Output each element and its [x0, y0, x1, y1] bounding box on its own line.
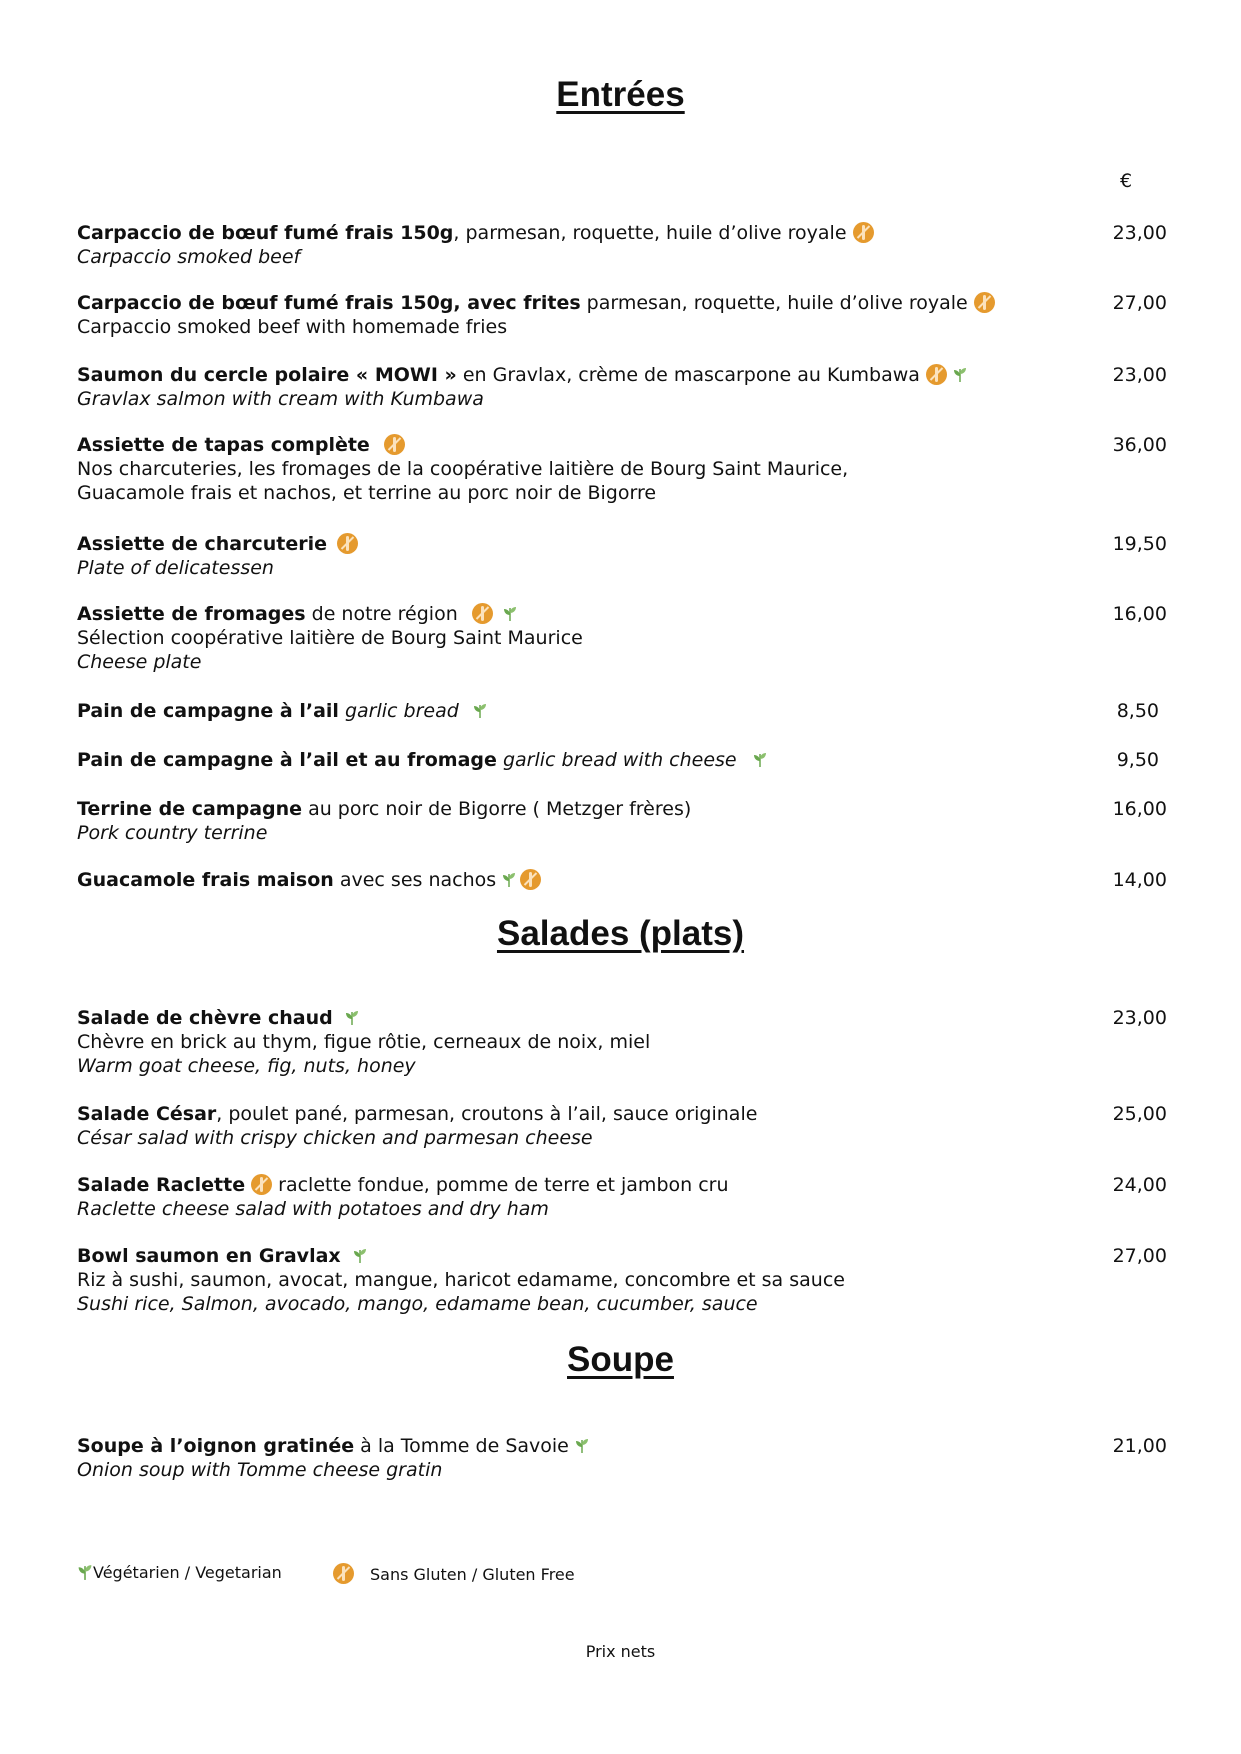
menu-item [77, 291, 1167, 339]
item-name: Pain de campagne à l’ail [77, 700, 339, 722]
item-english: Warm goat cheese, fig, nuts, honey [77, 1055, 416, 1077]
gluten-free-icon [520, 869, 541, 890]
menu-item [77, 748, 1167, 772]
item-price: 23,00 [1112, 222, 1167, 244]
item-name: Salade Raclette [77, 1174, 246, 1196]
vegetarian-icon [575, 1438, 589, 1454]
item-price: 21,00 [1112, 1435, 1167, 1457]
item-desc: parmesan, roquette, huile d’olive royale [580, 292, 968, 314]
item-english: Raclette cheese salad with potatoes and dry ham [77, 1198, 549, 1220]
menu-item [77, 1006, 1167, 1078]
item-price: 23,00 [1112, 364, 1167, 386]
item-description-line: Guacamole frais et nachos, et terrine au porc noir de Bigorre [77, 482, 657, 504]
item-desc: en Gravlax, crème de mascarpone au Kumbawa [456, 364, 920, 386]
item-description-line: Chèvre en brick au thym, figue rôtie, cerneaux de noix, miel [77, 1031, 651, 1053]
item-english: garlic bread with cheese [496, 749, 737, 771]
item-name: Salade César [77, 1103, 217, 1125]
legend-gluten-free: Sans Gluten / Gluten Free [370, 1565, 575, 1584]
item-desc: , parmesan, roquette, huile d’olive royale [453, 222, 847, 244]
item-description-line: Nos charcuteries, les fromages de la coopérative laitière de Bourg Saint Maurice, [77, 458, 849, 480]
gluten-free-icon [333, 1563, 354, 1584]
item-english: Carpaccio smoked beef with homemade fries [77, 316, 508, 338]
item-name: Terrine de campagne [77, 798, 303, 820]
vegetarian-icon [753, 752, 767, 768]
item-price: 27,00 [1112, 1245, 1167, 1267]
item-price: 14,00 [1112, 869, 1167, 891]
item-name: Saumon du cercle polaire « MOWI » [77, 364, 457, 386]
item-english: Carpaccio smoked beef [77, 246, 301, 268]
item-english: César salad with crispy chicken and parmesan cheese [77, 1127, 593, 1149]
gluten-free-icon [251, 1174, 272, 1195]
legend-vegetarian: Végétarien / Vegetarian [93, 1563, 282, 1582]
section-title-soupe: Soupe [567, 1340, 674, 1379]
gluten-free-icon [974, 292, 995, 313]
item-price: 19,50 [1112, 533, 1167, 555]
menu-item [77, 532, 1167, 580]
item-price: 16,00 [1112, 603, 1167, 625]
item-price: 27,00 [1112, 292, 1167, 314]
vegetarian-icon [953, 367, 967, 383]
item-name: Salade de chèvre chaud [77, 1007, 333, 1029]
vegetarian-icon [473, 703, 487, 719]
item-english: Plate of delicatessen [77, 557, 274, 579]
vegetarian-icon [503, 606, 517, 622]
item-name: Assiette de tapas complète [77, 434, 370, 456]
menu-item [77, 1434, 1167, 1482]
gluten-free-icon [337, 533, 358, 554]
item-english: garlic bread [338, 700, 459, 722]
item-price: 16,00 [1112, 798, 1167, 820]
item-desc: raclette fondue, pomme de terre et jambon cru [272, 1174, 729, 1196]
gluten-free-icon [384, 434, 405, 455]
menu-item [77, 1173, 1167, 1221]
legend [77, 1563, 575, 1584]
item-name: Assiette de fromages [77, 603, 306, 625]
item-english: Gravlax salmon with cream with Kumbawa [77, 388, 484, 410]
menu-item [77, 221, 1167, 269]
item-description-line: Riz à sushi, saumon, avocat, mangue, haricot edamame, concombre et sa sauce [77, 1269, 845, 1291]
currency-header: € [1120, 170, 1133, 192]
item-desc: de notre région [305, 603, 458, 625]
item-price: 24,00 [1112, 1174, 1167, 1196]
menu-item [77, 699, 1167, 723]
menu-item [77, 1102, 1167, 1150]
item-name: Assiette de charcuterie [77, 533, 327, 555]
item-price: 8,50 [1116, 700, 1159, 722]
vegetarian-icon [353, 1248, 367, 1264]
item-desc: au porc noir de Bigorre ( Metzger frères) [302, 798, 692, 820]
menu-item [77, 797, 1167, 845]
section-title-entrees: Entrées [556, 75, 685, 114]
item-name: Carpaccio de bœuf fumé frais 150g [77, 222, 454, 244]
footer-note: Prix nets [585, 1642, 656, 1661]
item-english: Onion soup with Tomme cheese gratin [77, 1459, 443, 1481]
gluten-free-icon [853, 222, 874, 243]
item-price: 9,50 [1116, 749, 1159, 771]
menu-item [77, 363, 1167, 411]
item-name: Bowl saumon en Gravlax [77, 1245, 341, 1267]
item-name: Guacamole frais maison [77, 869, 334, 891]
item-price: 36,00 [1112, 434, 1167, 456]
gluten-free-icon [926, 364, 947, 385]
item-price: 23,00 [1112, 1007, 1167, 1029]
item-english: Pork country terrine [77, 822, 268, 844]
section-title-salades: Salades (plats) [496, 914, 745, 953]
menu-item [77, 868, 1167, 892]
gluten-free-icon [472, 603, 493, 624]
item-english: Cheese plate [77, 651, 202, 673]
menu-item [77, 433, 1167, 505]
item-name: Pain de campagne à l’ail et au fromage [77, 749, 497, 771]
vegetarian-icon [345, 1010, 359, 1026]
item-english: Sushi rice, Salmon, avocado, mango, edamame bean, cucumber, sauce [77, 1293, 758, 1315]
item-desc: , poulet pané, parmesan, croutons à l’ail, sauce originale [216, 1103, 758, 1125]
item-name: Soupe à l’oignon gratinée [77, 1435, 355, 1457]
menu-item [77, 602, 1167, 674]
item-desc: avec ses nachos [333, 869, 497, 891]
vegetarian-icon [77, 1564, 91, 1580]
item-description-line: Sélection coopérative laitière de Bourg Saint Maurice [77, 627, 583, 649]
item-price: 25,00 [1112, 1103, 1167, 1125]
vegetarian-icon [502, 872, 516, 888]
menu-item [77, 1244, 1167, 1316]
item-name: Carpaccio de bœuf fumé frais 150g, avec frites [77, 292, 581, 314]
item-desc: à la Tomme de Savoie [354, 1435, 569, 1457]
